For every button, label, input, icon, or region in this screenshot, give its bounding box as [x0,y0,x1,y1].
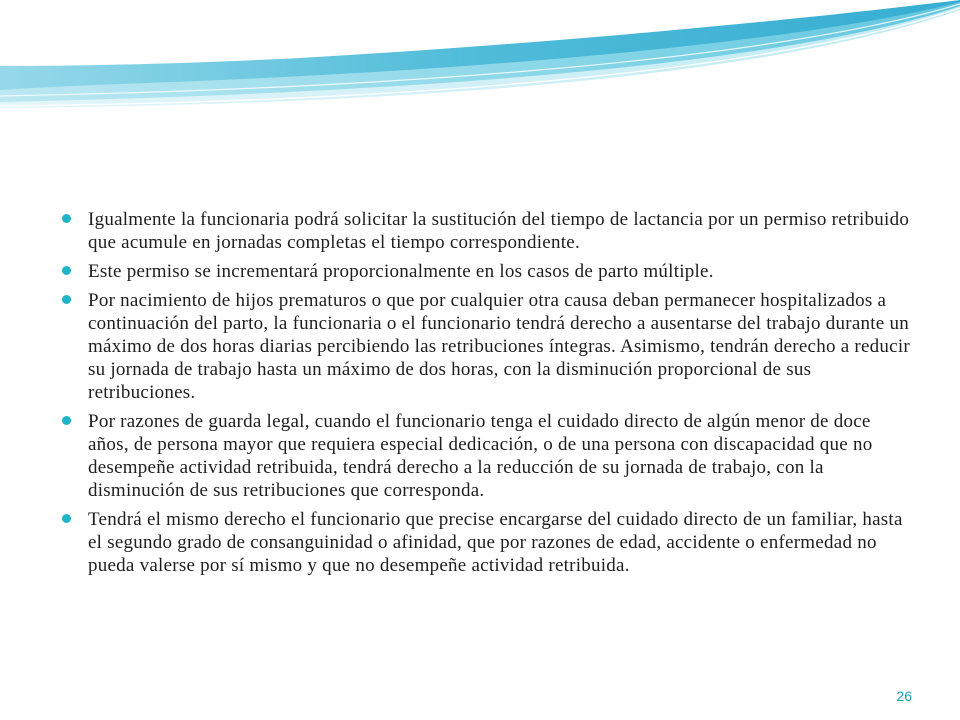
bullet-dot-icon [62,266,71,275]
bullet-text: Este permiso se incrementará proporcionalmente en los casos de parto múltiple. [88,261,714,282]
bullet-dot-icon [62,514,71,523]
bullet-text: Por nacimiento de hijos prematuros o que por cualquier otra causa deban permanecer hospitalizados a continuación del parto, la funcionaria o el funcionario tendrá derecho a ausentarse del trabajo durante un máximo de dos horas diarias percibiendo las retribuciones íntegras. Asimismo, tendrán derecho a reducir su jornada de trabajo hasta un máximo de dos horas, con la disminución proporcional de sus retribuciones. [88,290,910,403]
page-number: 26 [896,688,912,704]
bullet-text: Tendrá el mismo derecho el funcionario que precise encargarse del cuidado directo de un familiar, hasta el segundo grado de consanguinidad o afinidad, que por razones de edad, accidente o enfermedad no pueda valerse por sí mismo y que no desempeñe actividad retribuida. [88,509,903,576]
bullet-text: Por razones de guarda legal, cuando el funcionario tenga el cuidado directo de algún menor de doce años, de persona mayor que requiera especial dedicación, o de una persona con discapacidad que no desempeñe actividad retribuida, tendrá derecho a la reducción de su jornada de trabajo, con la disminución de sus retribuciones que corresponda. [88,411,873,501]
bullet-dot-icon [62,295,71,304]
bullet-dot-icon [62,416,71,425]
header-wave-decoration [0,0,960,120]
bullet-item [62,260,912,283]
bullet-item [62,208,912,254]
bullet-item [62,289,912,404]
bullet-item [62,410,912,502]
bullet-list [62,208,912,583]
bullet-text: Igualmente la funcionaria podrá solicitar la sustitución del tiempo de lactancia por un permiso retribuido que acumule en jornadas completas el tiempo correspondiente. [88,209,910,253]
bullet-item [62,508,912,577]
bullet-dot-icon [62,214,71,223]
